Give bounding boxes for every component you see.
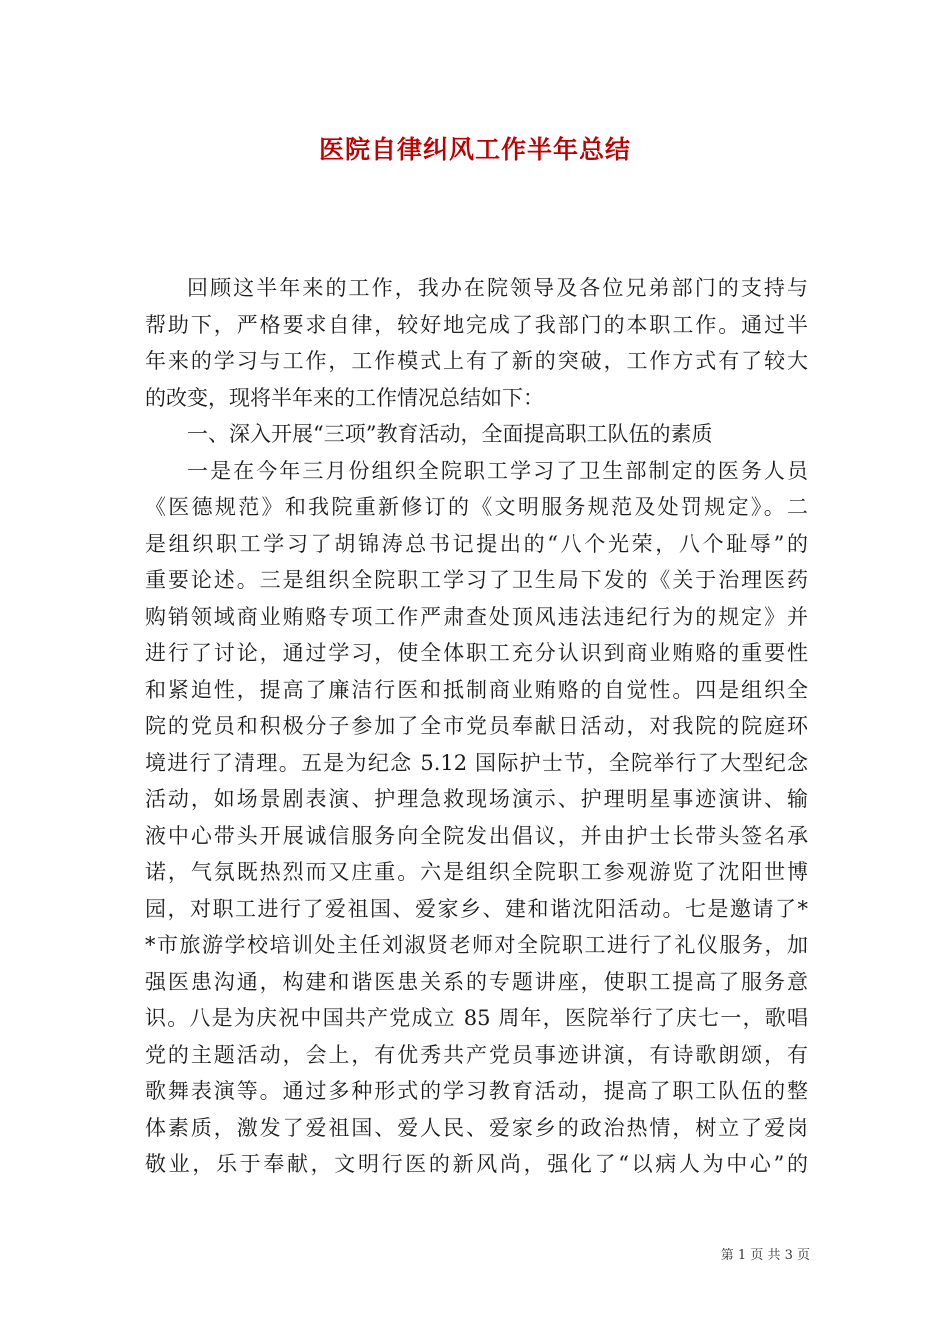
paragraph-line: 一是在今年三月份组织全院职工学习了卫生部制定的医务人员	[187, 458, 808, 483]
section-heading: 一、深入开展“三项”教育活动，全面提高职工队伍的素质	[187, 422, 713, 446]
paragraph-line: 液中心带头开展诚信服务向全院发出倡议，并由护士长带头签名承	[145, 823, 808, 848]
paragraph-line: 党的主题活动，会上，有优秀共产党员事迹讲演，有诗歌朗颂，有	[145, 1042, 808, 1067]
paragraph-line: 园，对职工进行了爱祖国、爱家乡、建和谐沈阳活动。七是邀请了*	[145, 896, 808, 921]
paragraph-line: 帮助下，严格要求自律，较好地完成了我部门的本职工作。通过半	[145, 312, 808, 337]
paragraph-line: 境进行了清理。五是为纪念 5.12 国际护士节，全院举行了大型纪念	[145, 750, 808, 775]
paragraph-line: 院的党员和积极分子参加了全市党员奉献日活动，对我院的院庭环	[145, 714, 808, 738]
paragraph-line: 强医患沟通，构建和谐医患关系的专题讲座，使职工提高了服务意	[145, 969, 808, 994]
paragraph-line: *市旅游学校培训处主任刘淑贤老师对全院职工进行了礼仪服务，加	[145, 933, 808, 957]
paragraph-line: 是组织职工学习了胡锦涛总书记提出的“八个光荣，八个耻辱”的	[145, 531, 808, 556]
paragraph-line: 和紧迫性，提高了廉洁行医和抵制商业贿赂的自觉性。四是组织全	[145, 677, 808, 702]
paragraph-line: 活动，如场景剧表演、护理急救现场演示、护理明星事迹演讲、输	[145, 787, 808, 811]
page-number: 第 1 页 共 3 页	[720, 1248, 810, 1263]
paragraph-line: 进行了讨论，通过学习，使全体职工充分认识到商业贿赂的重要性	[145, 641, 808, 665]
paragraph-line: 回顾这半年来的工作，我办在院领导及各位兄弟部门的支持与	[187, 276, 808, 300]
document-body	[145, 270, 808, 1183]
paragraph-line: 《医德规范》和我院重新修订的《文明服务规范及处罚规定》。二	[145, 495, 808, 519]
paragraph-line: 的改变，现将半年来的工作情况总结如下：	[145, 385, 544, 410]
paragraph-line: 诺，气氛既热烈而又庄重。六是组织全院职工参观游览了沈阳世博	[145, 860, 808, 884]
paragraph-line: 识。八是为庆祝中国共产党成立 85 周年，医院举行了庆七一，歌唱	[145, 1006, 808, 1030]
paragraph-line: 重要论述。三是组织全院职工学习了卫生局下发的《关于治理医药	[145, 568, 808, 592]
paragraph-line: 购销领域商业贿赂专项工作严肃查处顶风违法违纪行为的规定》并	[145, 604, 808, 629]
paragraph-line: 年来的学习与工作，工作模式上有了新的突破，工作方式有了较大	[145, 349, 808, 373]
document-title: 医院自律纠风工作半年总结	[318, 135, 631, 164]
paragraph-line: 敬业，乐于奉献，文明行医的新风尚，强化了“以病人为中心”的	[145, 1152, 808, 1176]
paragraph-line: 体素质，激发了爱祖国、爱人民、爱家乡的政治热情，树立了爱岗	[145, 1115, 808, 1140]
paragraph-line: 歌舞表演等。通过多种形式的学习教育活动，提高了职工队伍的整	[145, 1079, 808, 1103]
